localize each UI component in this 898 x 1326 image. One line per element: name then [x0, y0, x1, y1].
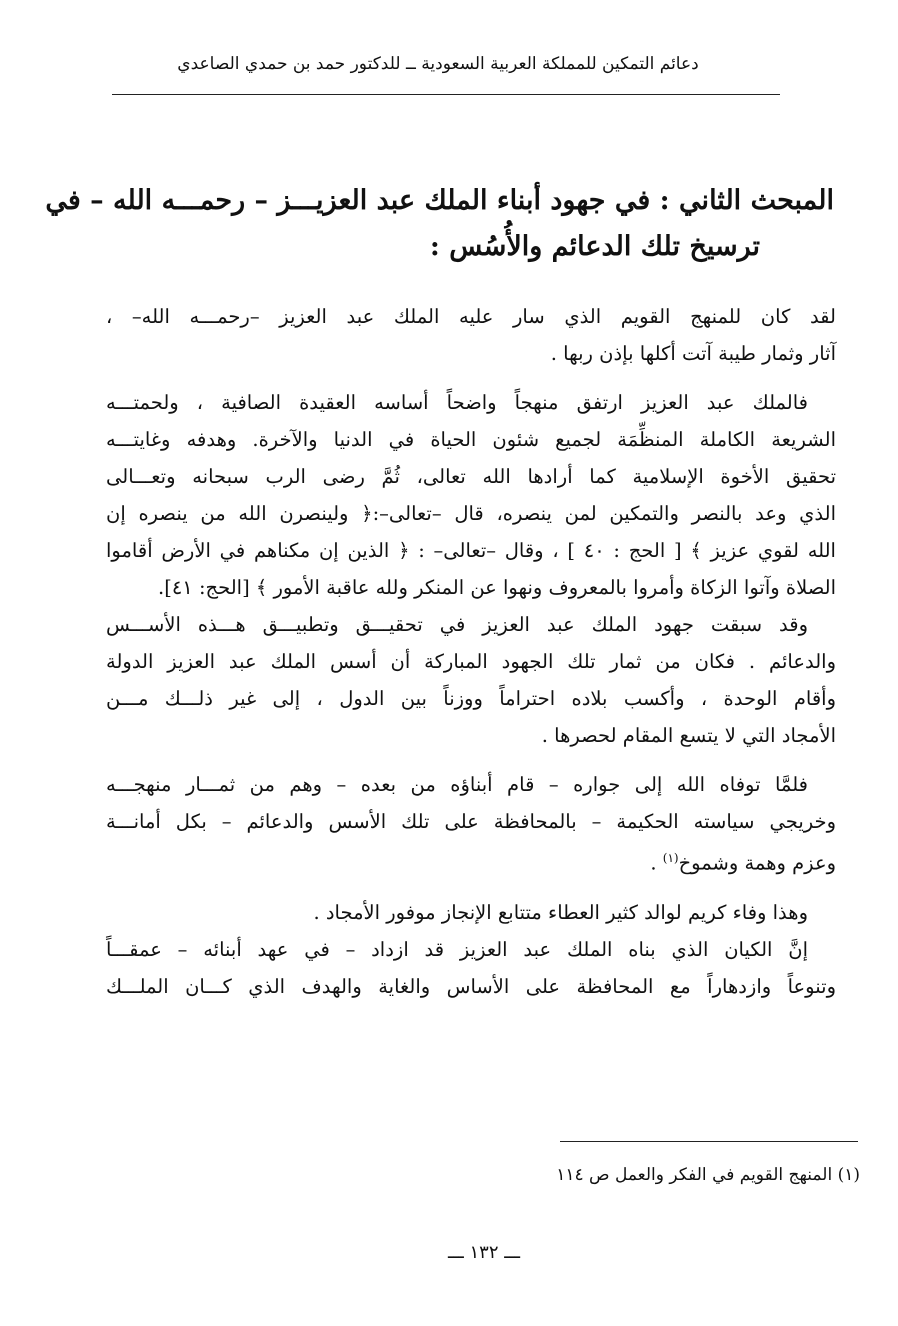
paragraph-line: الذي وعد بالنصر والتمكين لمن ينصره، قال –تعالى–:﴿ ولينصرن الله من ينصره إن [106, 502, 836, 525]
section-title [45, 178, 834, 270]
paragraph-line: آثار وثمار طيبة آتت أكلها بإذن ربها . [550, 342, 836, 365]
paragraph-line: وخريجي سياسته الحكيمة – بالمحافظة على تلك الأسس والدعائم – بكل أمانـــة [106, 810, 836, 833]
footnote: (١) المنهج القويم في الفكر والعمل ص ١١٤ [556, 1165, 860, 1185]
header-rule [112, 94, 780, 95]
paragraph-line-tail: . [650, 851, 663, 875]
running-header: دعائم التمكين للمملكة العربية السعودية ــ للدكتور حمد بن حمدي الصاعدي [177, 54, 699, 74]
paragraph-1 [106, 298, 836, 372]
paragraph-line: فالملك عبد العزيز ارتفق منهجاً واضحاً أساسه العقيدة الصافية ، ولحمتـــه [106, 391, 808, 414]
paragraph-line: وقد سبقت جهود الملك عبد العزيز في تحقيـــق وتطبيـــق هـــذه الأســـس [106, 613, 808, 636]
paragraph-line: الله لقوي عزيز ﴾ [ الحج : ٤٠ ] ، وقال –تعالى– : ﴿ الذين إن مكناهم في الأرض أقاموا [106, 539, 836, 562]
section-title-line-2: ترسيخ تلك الدعائم والأُسُس : [429, 231, 760, 262]
paragraph-line: الأمجاد التي لا يتسع المقام لحصرها . [541, 724, 836, 747]
paragraph-line: الصلاة وآتوا الزكاة وأمروا بالمعروف ونهوا عن المنكر ولله عاقبة الأمور ﴾ [الحج: ٤١]. [158, 576, 836, 599]
paragraph-line: الشريعة الكاملة المنظِّمَة لجميع شئون الحياة في الدنيا والآخرة. وهدفه وغايتـــه [106, 428, 836, 451]
paragraph-line: وهذا وفاء كريم لوالد كثير العطاء متتابع الإنجاز موفور الأمجاد . [313, 900, 808, 924]
body-text [106, 298, 836, 1005]
paragraph-line: وأقام الوحدة ، وأكسب بلاده احتراماً ووزناً بين الدول ، إلى غير ذلـــك مـــن [106, 687, 836, 710]
paragraph-3 [106, 606, 836, 754]
footnote-rule [560, 1141, 858, 1142]
paragraph-line: والدعائم . فكان من ثمار تلك الجهود المباركة أن أسس الملك عبد العزيز الدولة [106, 650, 836, 673]
paragraph-line: لقد كان للمنهج القويم الذي سار عليه الملك عبد العزيز –رحمـــه الله– ، [106, 305, 836, 328]
paragraph-4 [106, 766, 836, 882]
paragraph-line: تحقيق الأخوة الإسلامية كما أرادها الله تعالى، ثُمَّ رضى الرب سبحانه وتعـــالى [106, 465, 836, 488]
paragraph-5 [106, 894, 836, 931]
paragraph-6 [106, 931, 836, 1005]
paragraph-line: فلمَّا توفاه الله إلى جواره – قام أبناؤه من بعده – وهم من ثمـــار منهجـــه [106, 773, 808, 796]
paragraph-line-text: وعزم وهمة وشموخ [678, 851, 836, 875]
page-number: ـــ ١٣٢ ـــ [447, 1242, 521, 1263]
paragraph-2 [106, 384, 836, 606]
section-title-line-1: المبحث الثاني : في جهود أبناء الملك عبد العزيـــز – رحمـــه الله – في [45, 185, 834, 216]
paragraph-line: وتنوعاً وازدهاراً مع المحافظة على الأساس والغاية والهدف الذي كـــان الملـــك [106, 974, 836, 998]
paragraph-last-line [106, 840, 836, 882]
footnote-reference[interactable]: (١) [662, 851, 679, 865]
paragraph-line: إنَّ الكيان الذي بناه الملك عبد العزيز قد ازداد – في عهد أبنائه – عمقـــاً [106, 937, 808, 961]
